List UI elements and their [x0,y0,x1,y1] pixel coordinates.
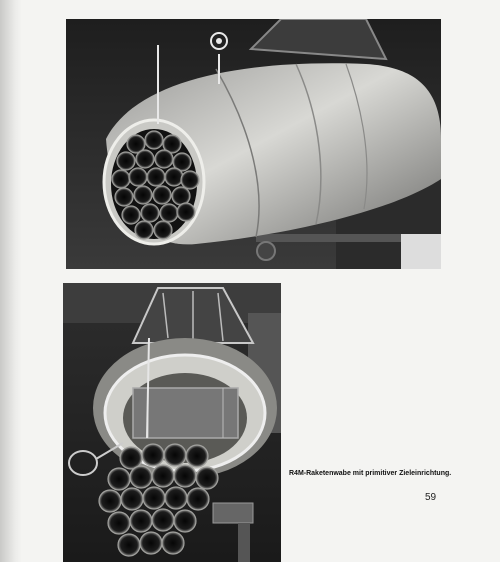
binding-gutter [0,0,22,562]
figure-caption: R4M-Raketenwabe mit primitiver Zieleinrichtung. [289,470,452,477]
photo-rocket-nose-exterior [66,19,441,269]
page-number: 59 [425,492,437,503]
photo-rocket-nose-interior [63,283,281,562]
